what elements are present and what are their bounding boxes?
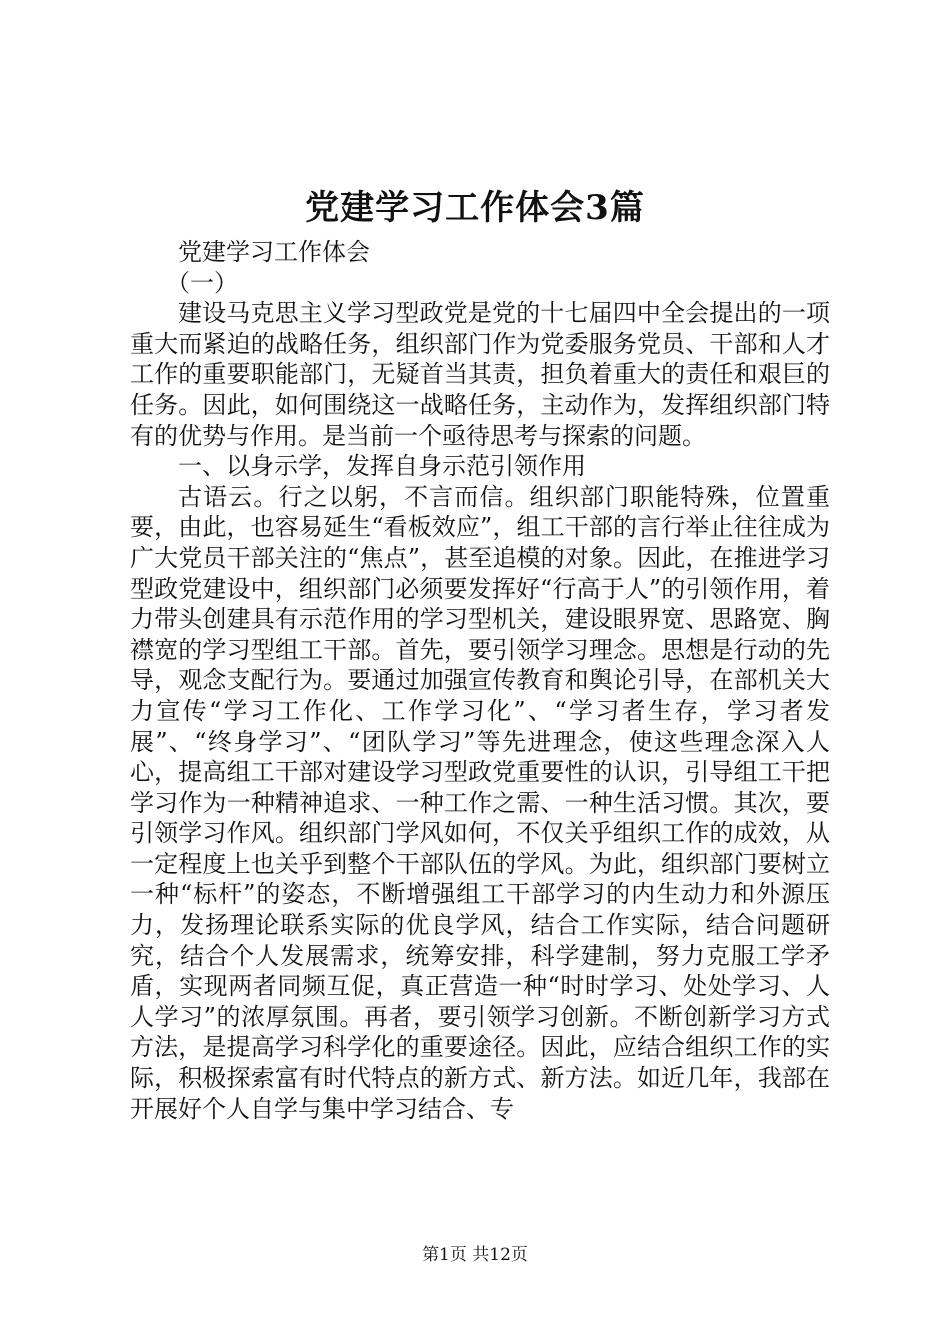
- document-body: [130, 237, 830, 1124]
- paragraph-intro: 建设马克思主义学习型政党是党的十七届四中全会提出的一项重大而紧迫的战略任务，组织部门作为党委服务党员、干部和人才工作的重要职能部门，无疑首当其责，担负着重大的责任和艰巨的任务。因此，如何围绕这一战略任务，主动作为，发挥组织部门特有的优势与作用。是当前一个亟待思考与探索的问题。: [130, 299, 830, 450]
- section-number: （一）: [166, 268, 238, 297]
- page-footer: 第1页 共12页: [422, 1245, 528, 1265]
- document-title: 党建学习工作体会3篇: [305, 188, 645, 228]
- subtitle: 党建学习工作体会: [178, 238, 370, 266]
- section-heading: 一、以身示学，发挥自身示范引领作用: [178, 452, 586, 481]
- paragraph-body: 古语云。行之以躬，不言而信。组织部门职能特殊，位置重要，由此，也容易延生“看板效应”，组工干部的言行举止往往成为广大党员干部关注的“焦点”，甚至追模的对象。因此，在推进学习型政党建设中，组织部门必须要发挥好“行高于人”的引领作用，着力带头创建具有示范作用的学习型机关，建设眼界宽、思路宽、胸襟宽的学习型组工干部。首先，要引领学习理念。思想是行动的先导，观念支配行为。要通过加强宣传教育和舆论引导，在部机关大力宣传“学习工作化、工作学习化”、“学习者生存，学习者发展”、“终身学习”、“团队学习”等先进理念，使这些理念深入人心，提高组工干部对建设学习型政党重要性的认识，引导组工干把学习作为一种精神追求、一种工作之需、一种生活习惯。其次，要引领学习作风。组织部门学风如何，不仅关乎组织工作的成效，从一定程度上也关乎到整个干部队伍的学风。为此，组织部门要树立一种“标杆”的姿态，不断增强组工干部学习的内生动力和外源压力，发扬理论联系实际的优良学风，结合工作实际，结合问题研究，结合个人发展需求，统筹安排，科学建制，努力克服工学矛盾，实现两者同频互促，真正营造一种“时时学习、处处学习、人人学习”的浓厚氛围。再者，要引领学习创新。不断创新学习方式方法，是提高学习科学化的重要途径。因此，应结合组织工作的实际，积极探索富有时代特点的新方式、新方法。如近几年，我部在开展好个人自学与集中学习结合、专: [130, 482, 830, 1123]
